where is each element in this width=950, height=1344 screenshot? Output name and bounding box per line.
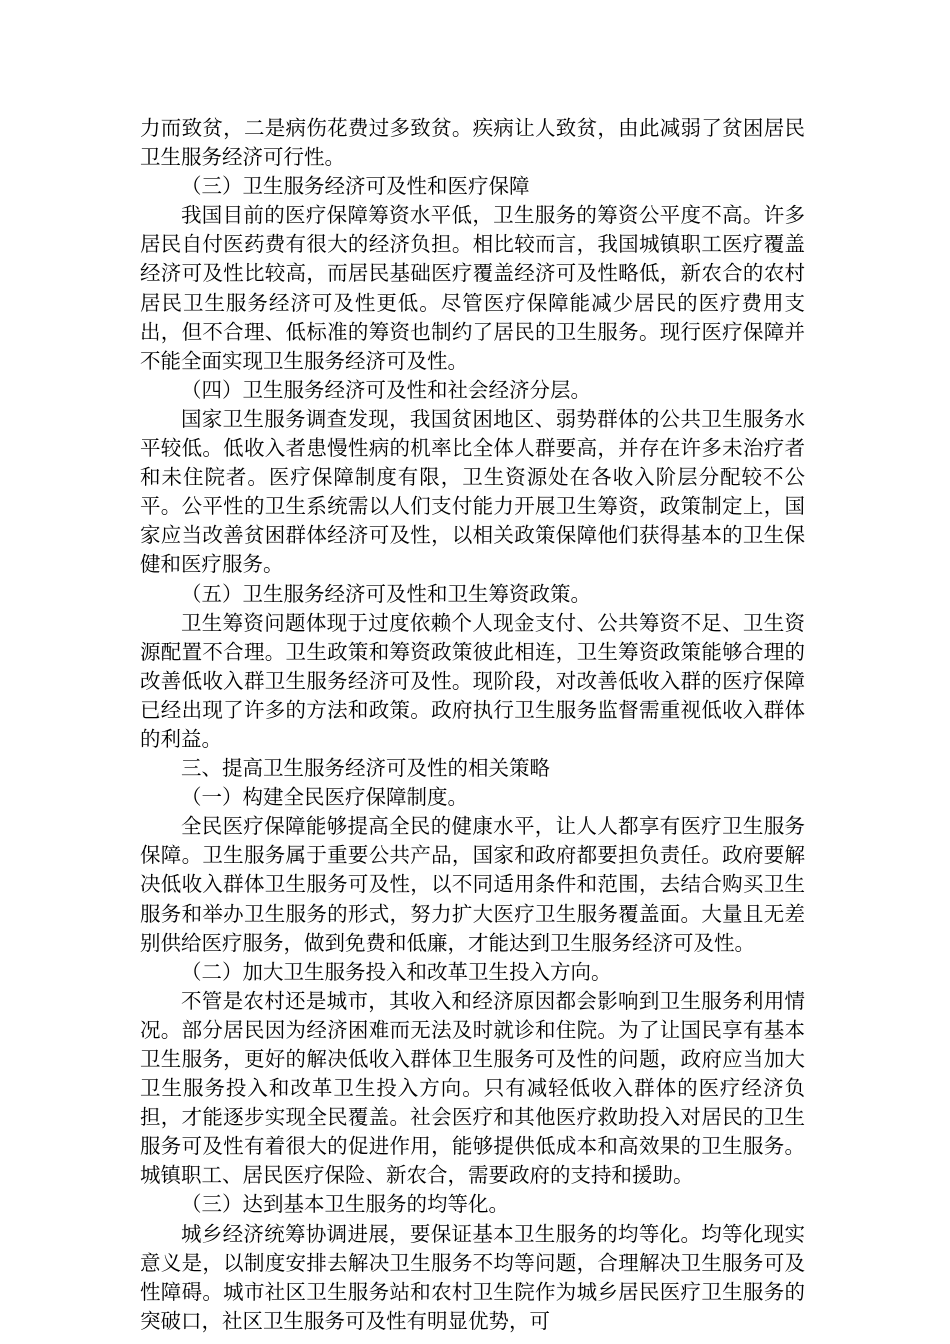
section-heading-5: （五）卫生服务经济可及性和卫生筹资政策。 (181, 581, 591, 606)
paragraph-financing-policy: 卫生筹资问题体现于过度依赖个人现金支付、公共筹资不足、卫生资源配置不合理。卫生政策和筹资政策彼此相连，卫生筹资政策能够合理的改善低收入群卫生服务经济可及性。现阶段，对改善低收入群的医疗保障已经出现了许多的方法和政策。政府执行卫生服务监督需重视低收入群体的利益。 (140, 610, 805, 751)
section-heading-4: （四）卫生服务经济可及性和社会经济分层。 (181, 377, 591, 402)
section-heading-strategy-3: （三）达到基本卫生服务的均等化。 (181, 1192, 509, 1217)
paragraph-universal-coverage: 全民医疗保障能够提高全民的健康水平，让人人都享有医疗卫生服务保障。卫生服务属于重要公共产品，国家和政府都要担负责任。政府要解决低收入群体卫生服务可及性，以不同适用条件和范围，去结合购买卫生服务和举办卫生服务的形式，努力扩大医疗卫生服务覆盖面。大量且无差别供给医疗服务，做到免费和低廉，才能达到卫生服务经济可及性。 (140, 814, 805, 955)
paragraph-social-stratification: 国家卫生服务调查发现，我国贫困地区、弱势群体的公共卫生服务水平较低。低收入者患慢性病的机率比全体人群要高，并存在许多未治疗者和未住院者。医疗保障制度有限，卫生资源处在各收入阶层分配较不公平。公平性的卫生系统需以人们支付能力开展卫生筹资，政策制定上，国家应当改善贫困群体经济可及性，以相关政策保障他们获得基本的卫生保健和医疗服务。 (140, 406, 805, 577)
document-page (140, 114, 805, 1336)
paragraph-medical-insurance: 我国目前的医疗保障筹资水平低，卫生服务的筹资公平度不高。许多居民自付医药费有很大的经济负担。相比较而言，我国城镇职工医疗覆盖经济可及性比较高，而居民基础医疗覆盖经济可及性略低，新农合的农村居民卫生服务经济可及性更低。尽管医疗保障能减少居民的医疗费用支出，但不合理、低标准的筹资也制约了居民的卫生服务。现行医疗保障并不能全面实现卫生服务经济可及性。 (140, 203, 805, 373)
paragraph-investment: 不管是农村还是城市，其收入和经济原因都会影响到卫生服务利用情况。部分居民因为经济困难而无法及时就诊和住院。为了让国民享有基本卫生服务，更好的解决低收入群体卫生服务可及性的问题，政府应当加大卫生服务投入和改革卫生投入方向。只有减轻低收入群体的医疗经济负担，才能逐步实现全民覆盖。社会医疗和其他医疗救助投入对居民的卫生服务可及性有着很大的促进作用，能够提供低成本和高效果的卫生服务。城镇职工、居民医疗保险、新农合，需要政府的支持和援助。 (140, 988, 805, 1188)
section-heading-strategy-2: （二）加大卫生服务投入和改革卫生投入方向。 (181, 959, 612, 984)
paragraph-continued: 力而致贫，二是病伤花费过多致贫。疾病让人致贫，由此减弱了贫困居民卫生服务经济可行性。 (140, 116, 805, 170)
paragraph-equalization: 城乡经济统筹协调进展，要保证基本卫生服务的均等化。均等化现实意义是，以制度安排去解决卫生服务不均等问题，合理解决卫生服务可及性障碍。城市社区卫生服务站和农村卫生院作为城乡居民医疗卫生服务的突破口，社区卫生服务可及性有明显优势，可 (140, 1221, 805, 1333)
chapter-heading-strategies: 三、提高卫生服务经济可及性的相关策略 (181, 756, 550, 781)
section-heading-strategy-1: （一）构建全民医疗保障制度。 (181, 785, 468, 810)
section-heading-3: （三）卫生服务经济可及性和医疗保障 (181, 174, 530, 199)
